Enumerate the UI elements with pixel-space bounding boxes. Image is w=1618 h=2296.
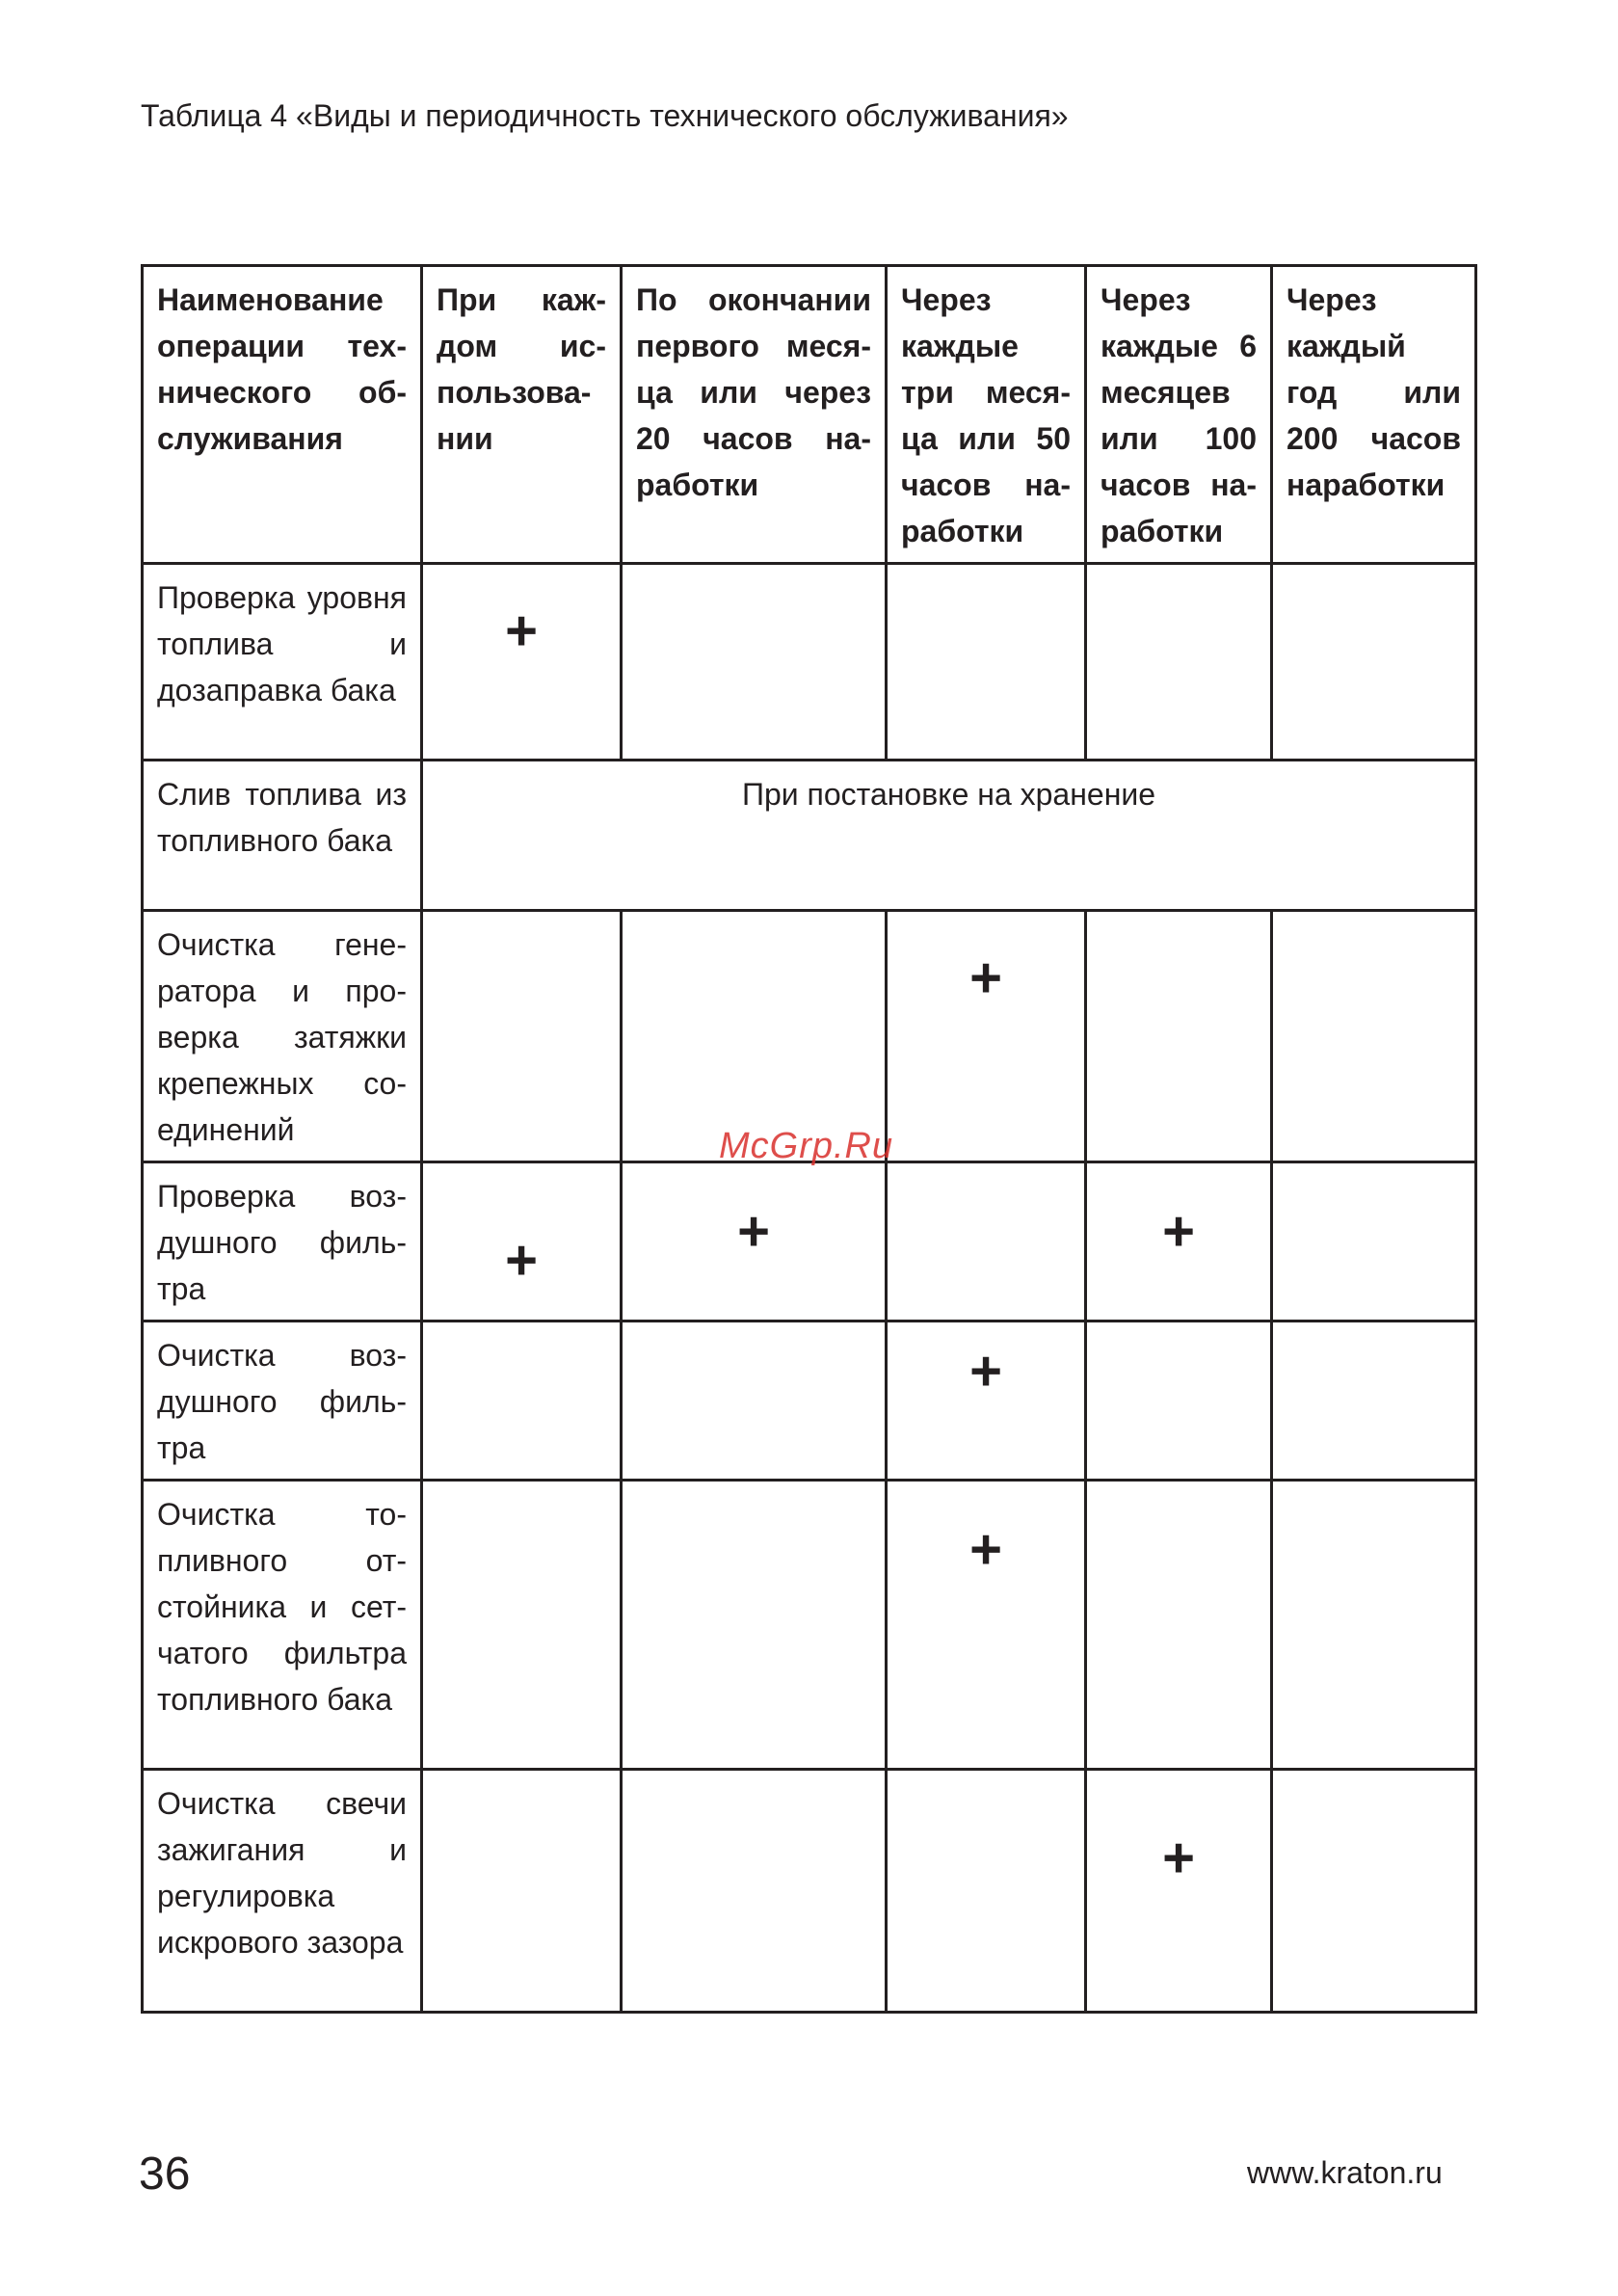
mark-cell: [622, 1162, 887, 1322]
operation-cell: Слив топлива из топливного бака: [143, 761, 422, 911]
plus-mark: +: [969, 1518, 1002, 1581]
mark-cell: [1272, 564, 1476, 761]
watermark: McGrp.Ru: [719, 1126, 894, 1166]
table-row: [143, 911, 1476, 1162]
table-header-row: [143, 266, 1476, 564]
mark-cell: [1086, 564, 1272, 761]
header-three-months: Через каждые три месяца или 50 часов наработки: [887, 266, 1086, 564]
table-row: [143, 1481, 1476, 1770]
mark-cell: [1272, 1481, 1476, 1770]
mark-cell: [1086, 1770, 1272, 2013]
table-row: [143, 564, 1476, 761]
mark-cell: [422, 564, 622, 761]
mark-cell: [1272, 1322, 1476, 1481]
operation-cell: Очистка воздушного фильтра: [143, 1322, 422, 1481]
plus-mark: +: [1162, 1200, 1195, 1263]
operation-cell: Очистка топливного отстойника и сетчатого фильтра топливного бака: [143, 1481, 422, 1770]
mark-cell: [1272, 1770, 1476, 2013]
mark-cell: [1086, 911, 1272, 1162]
mark-cell: [1086, 1162, 1272, 1322]
table-row: [143, 1770, 1476, 2013]
table-row: [143, 761, 1476, 911]
mark-cell: [1086, 1322, 1272, 1481]
website-link[interactable]: www.kraton.ru: [1247, 2155, 1443, 2190]
page-number: 36: [139, 2149, 191, 2200]
plus-mark: +: [969, 947, 1002, 1009]
operation-cell: Проверка уровня топлива и дозаправка бака: [143, 564, 422, 761]
plus-mark: +: [737, 1200, 770, 1263]
storage-note: При постановке на хранение: [422, 761, 1476, 911]
plus-mark: +: [505, 600, 538, 662]
header-operation: Наименование операции технического обслуживания: [143, 266, 422, 564]
mark-cell: [422, 1322, 622, 1481]
plus-mark: +: [1162, 1827, 1195, 1889]
mark-cell: [622, 1770, 887, 2013]
operation-cell: Очистка свечи зажигания и регулировка искрового зазора: [143, 1770, 422, 2013]
table-caption: Таблица 4 «Виды и периодичность технического обслуживания»: [141, 98, 1069, 133]
header-every-use: При каждом использовании: [422, 266, 622, 564]
mark-cell: [887, 911, 1086, 1162]
header-six-months: Через каждые 6 месяцев или 100 часов наработки: [1086, 266, 1272, 564]
mark-cell: [622, 1322, 887, 1481]
mark-cell: [1272, 1162, 1476, 1322]
mark-cell: [1272, 911, 1476, 1162]
mark-cell: [422, 1162, 622, 1322]
mark-cell: [887, 1322, 1086, 1481]
mark-cell: [422, 1770, 622, 2013]
plus-mark: +: [505, 1229, 538, 1292]
plus-mark: +: [969, 1340, 1002, 1402]
mark-cell: [622, 911, 887, 1162]
mark-cell: [622, 1481, 887, 1770]
table-row: [143, 1162, 1476, 1322]
mark-cell: [887, 1481, 1086, 1770]
header-first-month: По окончании первого месяца или через 20 часов наработки: [622, 266, 887, 564]
header-yearly: Через каждый год или 200 часов наработки: [1272, 266, 1476, 564]
operation-cell: Проверка воздушного фильтра: [143, 1162, 422, 1322]
mark-cell: [622, 564, 887, 761]
mark-cell: [887, 1770, 1086, 2013]
mark-cell: [887, 1162, 1086, 1322]
mark-cell: [1086, 1481, 1272, 1770]
mark-cell: [422, 911, 622, 1162]
mark-cell: [422, 1481, 622, 1770]
mark-cell: [887, 564, 1086, 761]
table-row: [143, 1322, 1476, 1481]
operation-cell: Очистка генератора и проверка затяжки крепежных соединений: [143, 911, 422, 1162]
